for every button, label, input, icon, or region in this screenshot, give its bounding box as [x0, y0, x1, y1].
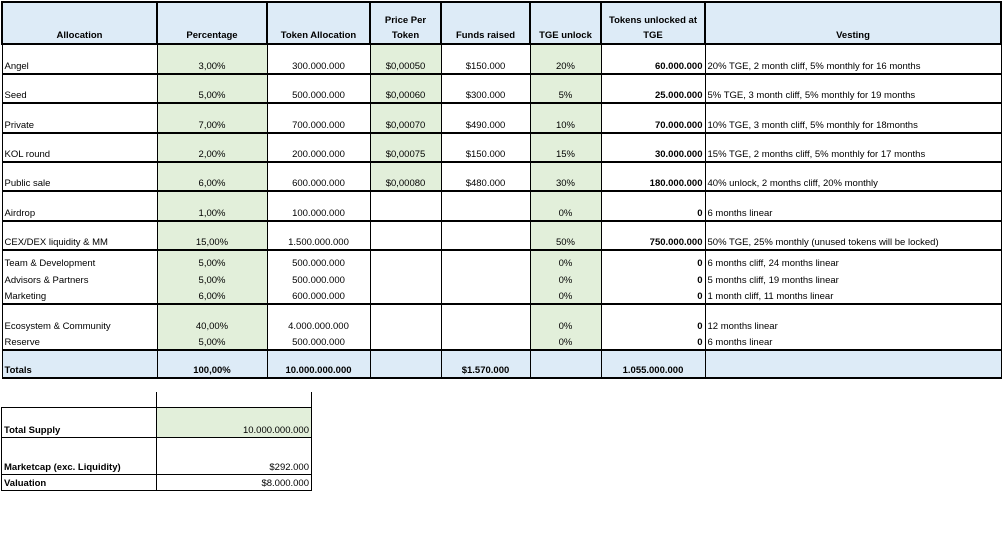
header-price-per-token: Price Per Token — [370, 2, 441, 44]
valuation-value: $8.000.000 — [157, 474, 312, 490]
cell-funds — [441, 191, 530, 221]
cell-percentage: 2,00% — [157, 133, 267, 162]
cell-tge-unlock: 0% — [530, 333, 601, 350]
cell-percentage: 5,00% — [157, 74, 267, 103]
cell-tokens: 4.000.000.000 — [267, 304, 370, 333]
cell-vesting: 20% TGE, 2 month cliff, 5% monthly for 16 months — [705, 44, 1001, 74]
cell-tokens: 500.000.000 — [267, 250, 370, 270]
cell-funds — [441, 270, 530, 287]
cell-price — [370, 287, 441, 304]
tokenomics-table — [1, 1, 1002, 379]
cell-vesting: 15% TGE, 2 months cliff, 5% monthly for 17 months — [705, 133, 1001, 162]
cell-price: $0,00050 — [370, 44, 441, 74]
table-row — [2, 162, 1001, 191]
cell-funds — [441, 221, 530, 250]
header-tge-unlock: TGE unlock — [530, 2, 601, 44]
cell-allocation: Reserve — [2, 333, 157, 350]
cell-vesting: 5% TGE, 3 month cliff, 5% monthly for 19 months — [705, 74, 1001, 103]
cell-tokens-unlocked: 60.000.000 — [601, 44, 705, 74]
total-supply-value: 10.000.000.000 — [157, 407, 312, 437]
cell-tokens-unlocked: 70.000.000 — [601, 103, 705, 133]
cell-vesting: 6 months linear — [705, 333, 1001, 350]
table-row — [2, 304, 1001, 333]
cell-percentage: 5,00% — [157, 250, 267, 270]
cell-vesting: 50% TGE, 25% monthly (unused tokens will be locked) — [705, 221, 1001, 250]
cell-funds — [441, 287, 530, 304]
cell-percentage: 3,00% — [157, 44, 267, 74]
cell-tokens-unlocked: 25.000.000 — [601, 74, 705, 103]
cell-tge-unlock: 20% — [530, 44, 601, 74]
cell-allocation: CEX/DEX liquidity & MM — [2, 221, 157, 250]
table-row — [2, 270, 1001, 287]
totals-tge — [530, 350, 601, 378]
table-row — [2, 44, 1001, 74]
cell-vesting: 6 months linear — [705, 191, 1001, 221]
cell-tge-unlock: 5% — [530, 74, 601, 103]
cell-allocation: Angel — [2, 44, 157, 74]
totals-label: Totals — [2, 350, 157, 378]
cell-tge-unlock: 0% — [530, 250, 601, 270]
cell-tokens-unlocked: 0 — [601, 250, 705, 270]
cell-price — [370, 304, 441, 333]
cell-tokens-unlocked: 750.000.000 — [601, 221, 705, 250]
cell-tokens-unlocked: 0 — [601, 287, 705, 304]
cell-funds — [441, 250, 530, 270]
cell-vesting: 40% unlock, 2 months cliff, 20% monthly — [705, 162, 1001, 191]
cell-tokens: 600.000.000 — [267, 162, 370, 191]
valuation-row — [2, 474, 312, 490]
cell-percentage: 1,00% — [157, 191, 267, 221]
marketcap-row — [2, 437, 312, 474]
cell-funds: $490.000 — [441, 103, 530, 133]
cell-allocation: Airdrop — [2, 191, 157, 221]
cell-tokens-unlocked: 30.000.000 — [601, 133, 705, 162]
cell-vesting: 6 months cliff, 24 months linear — [705, 250, 1001, 270]
cell-tokens-unlocked: 0 — [601, 304, 705, 333]
marketcap-value: $292.000 — [157, 437, 312, 474]
cell-tge-unlock: 50% — [530, 221, 601, 250]
header-vesting: Vesting — [705, 2, 1001, 44]
table-row — [2, 103, 1001, 133]
cell-vesting: 1 month cliff, 11 months linear — [705, 287, 1001, 304]
cell-price — [370, 221, 441, 250]
table-row — [2, 333, 1001, 350]
summary-table — [1, 392, 312, 491]
cell-percentage: 7,00% — [157, 103, 267, 133]
cell-percentage: 6,00% — [157, 287, 267, 304]
cell-allocation: Public sale — [2, 162, 157, 191]
header-token-allocation: Token Allocation — [267, 2, 370, 44]
cell-percentage: 15,00% — [157, 221, 267, 250]
cell-percentage: 5,00% — [157, 270, 267, 287]
cell-price: $0,00080 — [370, 162, 441, 191]
table-row — [2, 74, 1001, 103]
cell-tokens-unlocked: 180.000.000 — [601, 162, 705, 191]
cell-allocation: Marketing — [2, 287, 157, 304]
totals-funds: $1.570.000 — [441, 350, 530, 378]
header-funds-raised: Funds raised — [441, 2, 530, 44]
total-supply-label: Total Supply — [2, 407, 157, 437]
cell-funds: $150.000 — [441, 44, 530, 74]
table-row — [2, 191, 1001, 221]
cell-tge-unlock: 0% — [530, 191, 601, 221]
header-tokens-unlocked: Tokens unlocked at TGE — [601, 2, 705, 44]
cell-price — [370, 250, 441, 270]
totals-price — [370, 350, 441, 378]
cell-allocation: Ecosystem & Community — [2, 304, 157, 333]
cell-tokens: 500.000.000 — [267, 270, 370, 287]
cell-allocation: Private — [2, 103, 157, 133]
table-row — [2, 287, 1001, 304]
totals-percentage: 100,00% — [157, 350, 267, 378]
cell-tokens-unlocked: 0 — [601, 270, 705, 287]
cell-percentage: 5,00% — [157, 333, 267, 350]
cell-tge-unlock: 0% — [530, 304, 601, 333]
cell-tge-unlock: 15% — [530, 133, 601, 162]
cell-vesting: 12 months linear — [705, 304, 1001, 333]
cell-allocation: KOL round — [2, 133, 157, 162]
valuation-label: Valuation — [2, 474, 157, 490]
cell-tokens-unlocked: 0 — [601, 191, 705, 221]
cell-tge-unlock: 10% — [530, 103, 601, 133]
cell-tokens: 300.000.000 — [267, 44, 370, 74]
cell-tokens: 600.000.000 — [267, 287, 370, 304]
cell-tge-unlock: 30% — [530, 162, 601, 191]
cell-percentage: 40,00% — [157, 304, 267, 333]
cell-price — [370, 333, 441, 350]
cell-vesting: 10% TGE, 3 month cliff, 5% monthly for 18months — [705, 103, 1001, 133]
cell-tokens: 1.500.000.000 — [267, 221, 370, 250]
cell-funds — [441, 333, 530, 350]
header-percentage: Percentage — [157, 2, 267, 44]
cell-tokens: 500.000.000 — [267, 74, 370, 103]
cell-allocation: Advisors & Partners — [2, 270, 157, 287]
cell-price — [370, 191, 441, 221]
marketcap-label: Marketcap (exc. Liquidity) — [2, 437, 157, 474]
cell-tokens: 200.000.000 — [267, 133, 370, 162]
cell-price — [370, 270, 441, 287]
cell-funds: $480.000 — [441, 162, 530, 191]
cell-tge-unlock: 0% — [530, 287, 601, 304]
cell-tokens-unlocked: 0 — [601, 333, 705, 350]
cell-price: $0,00075 — [370, 133, 441, 162]
header-allocation: Allocation — [2, 2, 157, 44]
table-row — [2, 250, 1001, 270]
totals-tokens: 10.000.000.000 — [267, 350, 370, 378]
totals-unlocked: 1.055.000.000 — [601, 350, 705, 378]
cell-allocation: Seed — [2, 74, 157, 103]
cell-funds: $150.000 — [441, 133, 530, 162]
cell-percentage: 6,00% — [157, 162, 267, 191]
cell-funds: $300.000 — [441, 74, 530, 103]
cell-price: $0,00060 — [370, 74, 441, 103]
totals-row — [2, 350, 1001, 378]
totals-vesting — [705, 350, 1001, 378]
cell-tokens: 100.000.000 — [267, 191, 370, 221]
cell-price: $0,00070 — [370, 103, 441, 133]
total-supply-row — [2, 407, 312, 437]
cell-vesting: 5 months cliff, 19 months linear — [705, 270, 1001, 287]
cell-funds — [441, 304, 530, 333]
cell-allocation: Team & Development — [2, 250, 157, 270]
cell-tge-unlock: 0% — [530, 270, 601, 287]
header-row — [2, 2, 1001, 44]
cell-tokens: 500.000.000 — [267, 333, 370, 350]
cell-tokens: 700.000.000 — [267, 103, 370, 133]
table-row — [2, 133, 1001, 162]
table-row — [2, 221, 1001, 250]
